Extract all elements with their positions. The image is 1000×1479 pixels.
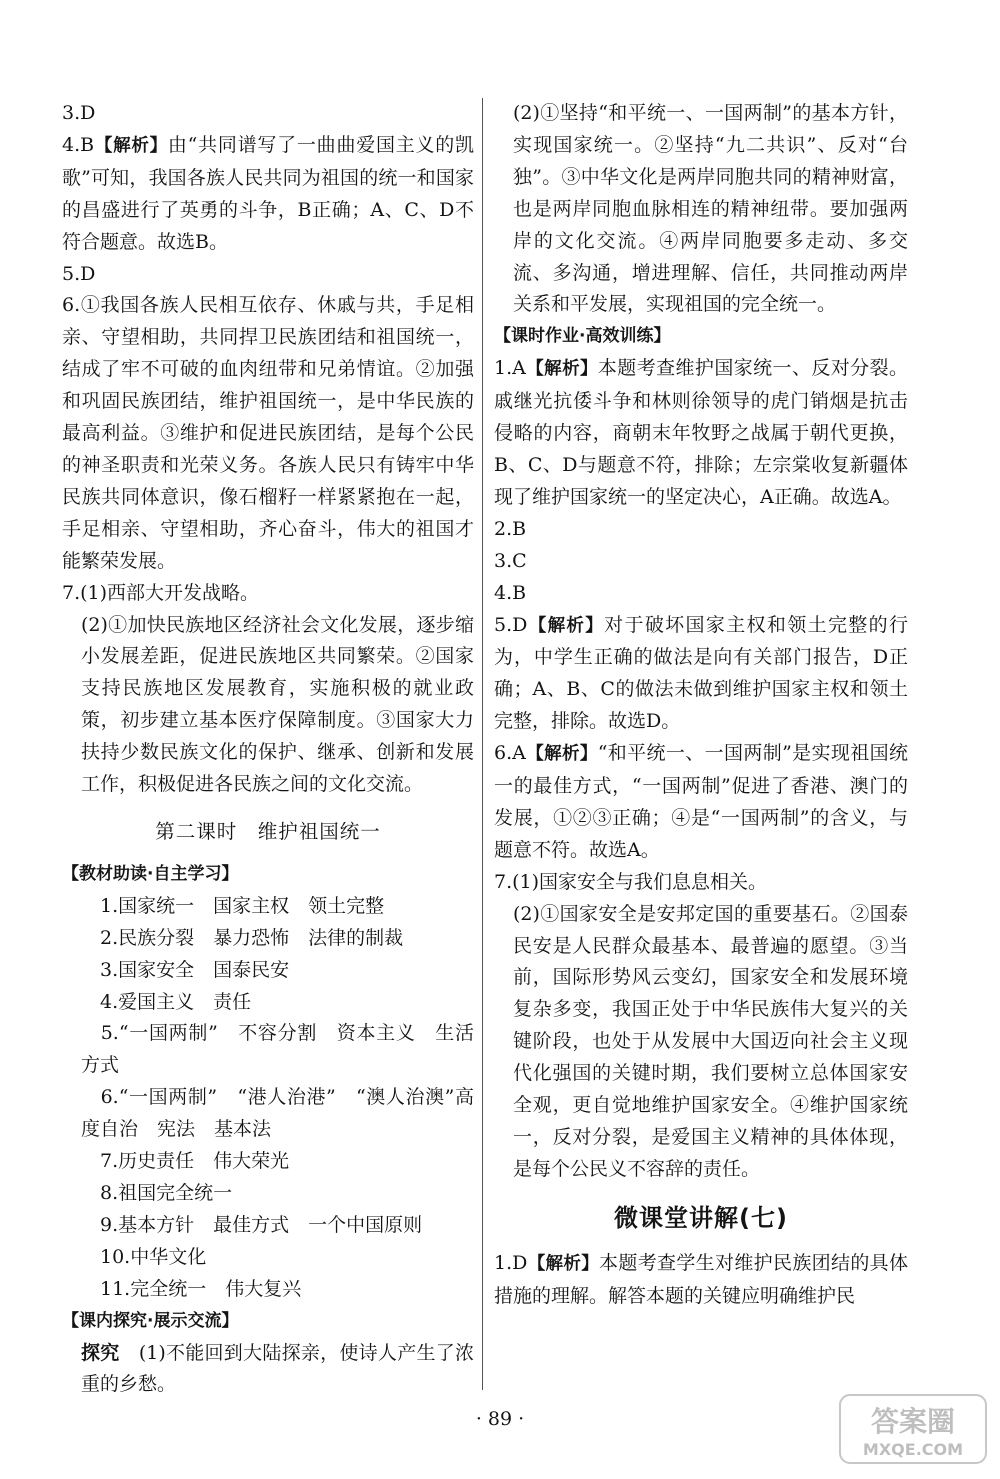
explore-item: [62, 1338, 474, 1402]
list-item: 4.爱国主义 责任: [100, 990, 252, 1013]
page-number: · 89 ·: [475, 1408, 525, 1430]
answer-item: 2.B: [494, 517, 527, 540]
section-heading: 【教材助读·自主学习】: [62, 863, 239, 884]
analysis-tag: 【解析】: [527, 615, 605, 636]
list-item: 2.民族分裂 暴力恐怖 法律的制裁: [100, 926, 404, 949]
watermark-line2: MXQE.COM: [862, 1440, 964, 1459]
answer-item: [62, 130, 474, 259]
explore-label: 探究: [81, 1341, 120, 1364]
answer-text: 对于破坏国家主权和领土完整的行为，中学生正确的做法是向有关部门报告，D正确；A、B、C的做法未做到维护国家主权和领土完整，排除。故选D。: [494, 613, 908, 733]
watermark-line1: 答案圈: [870, 1405, 956, 1438]
answer-item: 3.C: [494, 549, 527, 572]
answer-paragraph: (2)①坚持“和平统一、一国两制”的基本方针，实现国家统一。②坚持“九二共识”、反对“台独”。③中华文化是两岸同胞共同的精神财富，也是两岸同胞血脉相连的精神纽带。要加强两岸的文化交流。④两岸同胞要多走动、多交流、多沟通，增进理解、信任，共同推动两岸关系和平发展，实现祖国的完全统一。: [513, 102, 908, 316]
list-item: 7.历史责任 伟大荣光: [100, 1150, 290, 1173]
answer-text: “和平统一、一国两制”是实现祖国统一的最佳方式，“一国两制”促进了香港、澳门的发展，①②③正确；④是“一国两制”的含义，与题意不符。故选A。: [494, 742, 908, 861]
answer-item: [494, 610, 908, 739]
answer-paragraph: (2)①国家安全是安邦定国的重要基石。②国泰民安是人民群众最基本、最普遍的愿望。③当前，国际形势风云变幻，国家安全和发展环境复杂多变，我国正处于中华民族伟大复兴的关键阶段，也处于从发展中大国迈向社会主义现代化强国的关键时期，我们要树立总体国家安全观，更自觉地维护国家安全。④维护国家统一，反对分裂，是爱国主义精神的具体体现，是每个公民义不容辞的责任。: [513, 902, 908, 1180]
explore-text: (1)不能回到大陆探亲，使诗人产生了浓重的乡愁。: [81, 1341, 474, 1396]
answer-item: 4.B: [494, 581, 527, 604]
answer-text: 由“共同谱写了一曲曲爱国主义的凯歌”可知，我国各族人民共同为祖国的统一和国家的昌盛进行了英勇的斗争，B正确；A、C、D不符合题意。故选B。: [62, 133, 474, 253]
answer-paragraph: (2)①加快民族地区经济社会文化发展，逐步缩小发展差距，促进民族地区共同繁荣。②国家支持民族地区发展教育，实施积极的就业政策，初步建立基本医疗保障制度。③国家大力扶持少数民族文化的保护、继承、创新和发展工作，积极促进各民族之间的文化交流。: [81, 613, 474, 796]
answer-item: 3.D: [62, 102, 96, 124]
answer-item: [494, 1248, 908, 1313]
list-item: 3.国家安全 国泰民安: [100, 958, 290, 981]
right-column: [494, 98, 908, 1313]
answer-item: 7.(1)国家安全与我们息息相关。: [494, 870, 768, 893]
analysis-tag: 【解析】: [94, 135, 168, 156]
analysis-tag: 【解析】: [527, 1253, 600, 1274]
answer-number: 1.D: [494, 1251, 528, 1274]
column-divider: [482, 98, 483, 1390]
answer-text: 本题考查学生对维护民族团结的具体措施的理解。解答本题的关键应明确维护民: [494, 1251, 908, 1307]
answer-item: 7.(1)西部大开发战略。: [62, 581, 260, 604]
answer-item: 6.①我国各族人民相互依存、休戚与共，手足相亲、守望相助，共同捍卫民族团结和祖国统一，结成了牢不可破的血肉纽带和兄弟情谊。②加强和巩固民族团结，维护祖国统一，是中华民族的最高利益。③维护和促进民族团结，是每个公民的神圣职责和光荣义务。各族人民只有铸牢中华民族共同体意识，像石榴籽一样紧紧抱在一起，手足相亲、守望相助，齐心奋斗，伟大的祖国才能繁荣发展。: [62, 294, 474, 572]
watermark-logo: [838, 1393, 988, 1465]
section-heading: 【课内探究·展示交流】: [62, 1310, 239, 1331]
left-column: [62, 98, 474, 1401]
lesson-title: 微课堂讲解(七): [614, 1203, 788, 1232]
section-heading: 【课时作业·高效训练】: [494, 326, 671, 347]
answer-number: 5.D: [494, 613, 528, 636]
answer-item: [494, 738, 908, 867]
list-item: 8.祖国完全统一: [100, 1182, 233, 1204]
answer-item: 5.D: [62, 262, 96, 285]
answer-text: 本题考查维护国家统一、反对分裂。戚继光抗倭斗争和林则徐领导的虎门销烟是抗击侵略的内容，商朝末年牧野之战属于朝代更换，B、C、D与题意不符，排除；左宗棠收复新疆体现了维护国家统一的坚定决心，A正确。故选A。: [494, 357, 908, 508]
answer-paragraph: 6.“一国两制” “港人治港” “澳人治澳”高度自治 宪法 基本法: [81, 1086, 474, 1141]
answer-number: 1.A: [494, 357, 526, 380]
list-item: 1.国家统一 国家主权 领土完整: [100, 894, 385, 917]
answer-number: 4.B: [62, 133, 95, 156]
answer-number: 6.A: [494, 742, 526, 765]
answer-item: [494, 353, 908, 514]
section-title: 第二课时 维护祖国统一: [155, 819, 381, 843]
analysis-tag: 【解析】: [525, 744, 598, 765]
list-item: 10.中华文化: [100, 1245, 207, 1268]
list-item: 9.基本方针 最佳方式 一个中国原则: [100, 1213, 423, 1236]
answer-paragraph: 5.“一国两制” 不容分割 资本主义 生活方式: [81, 1022, 474, 1077]
list-item: 11.完全统一 伟大复兴: [100, 1277, 302, 1300]
analysis-tag: 【解析】: [525, 359, 598, 380]
